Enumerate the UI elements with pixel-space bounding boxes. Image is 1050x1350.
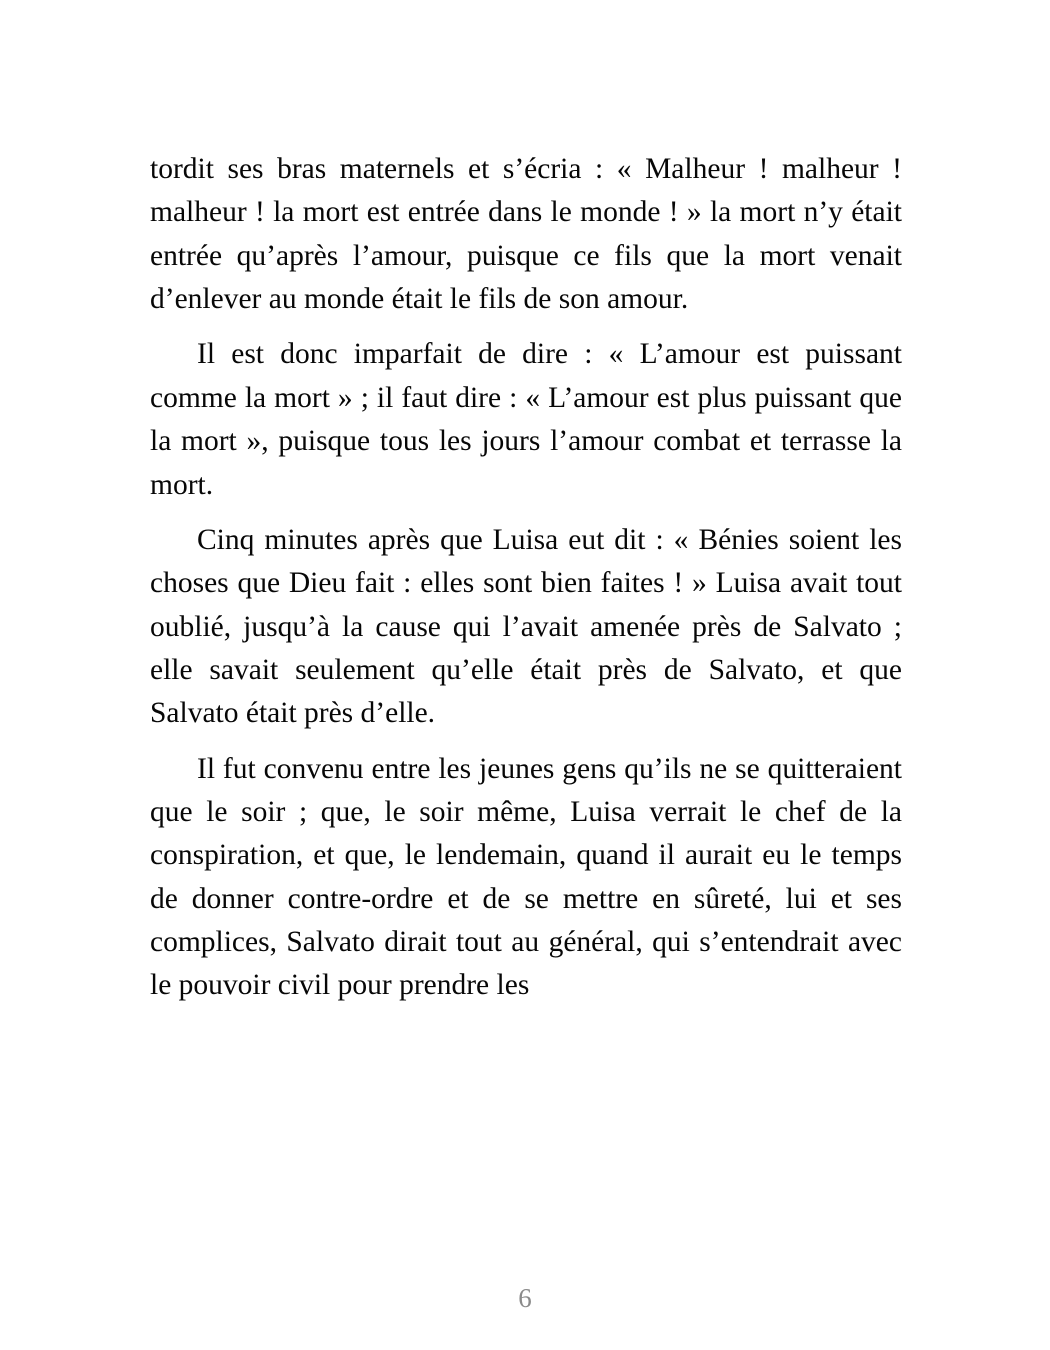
paragraph-continuation: tordit ses bras maternels et s’écria : « Malheur ! malheur ! malheur ! la mort est entrée dans le monde ! » la mort n’y était entrée qu’après l’amour, puisque ce fils que la mort venait d’enlever au monde était le fils de son amour. [150, 153, 902, 316]
paragraph: Il est donc imparfait de dire : « L’amour est puissant comme la mort » ; il faut dire : « L’amour est plus puissant que la mort », puisque tous les jours l’amour combat et terrasse la mort. [150, 338, 902, 501]
paragraph: Il fut convenu entre les jeunes gens qu’ils ne se quitteraient que le soir ; que, le soir même, Luisa verrait le chef de la conspiration, et que, le lendemain, quand il aurait eu le temps de donner contre-ordre et de se mettre en sûreté, lui et ses complices, Salvato dirait tout au général, qui s’entendrait avec le pouvoir civil pour prendre les [150, 752, 902, 1002]
page-number: 6 [518, 1283, 532, 1313]
paragraph: Cinq minutes après que Luisa eut dit : « Bénies soient les choses que Dieu fait : elles sont bien faites ! » Luisa avait tout oublié, jusqu’à la cause qui l’avait amenée près de Salvato ; elle savait seulement qu’elle était près de Salvato, et que Salvato était près d’elle. [150, 523, 902, 730]
text-block [150, 148, 902, 1020]
